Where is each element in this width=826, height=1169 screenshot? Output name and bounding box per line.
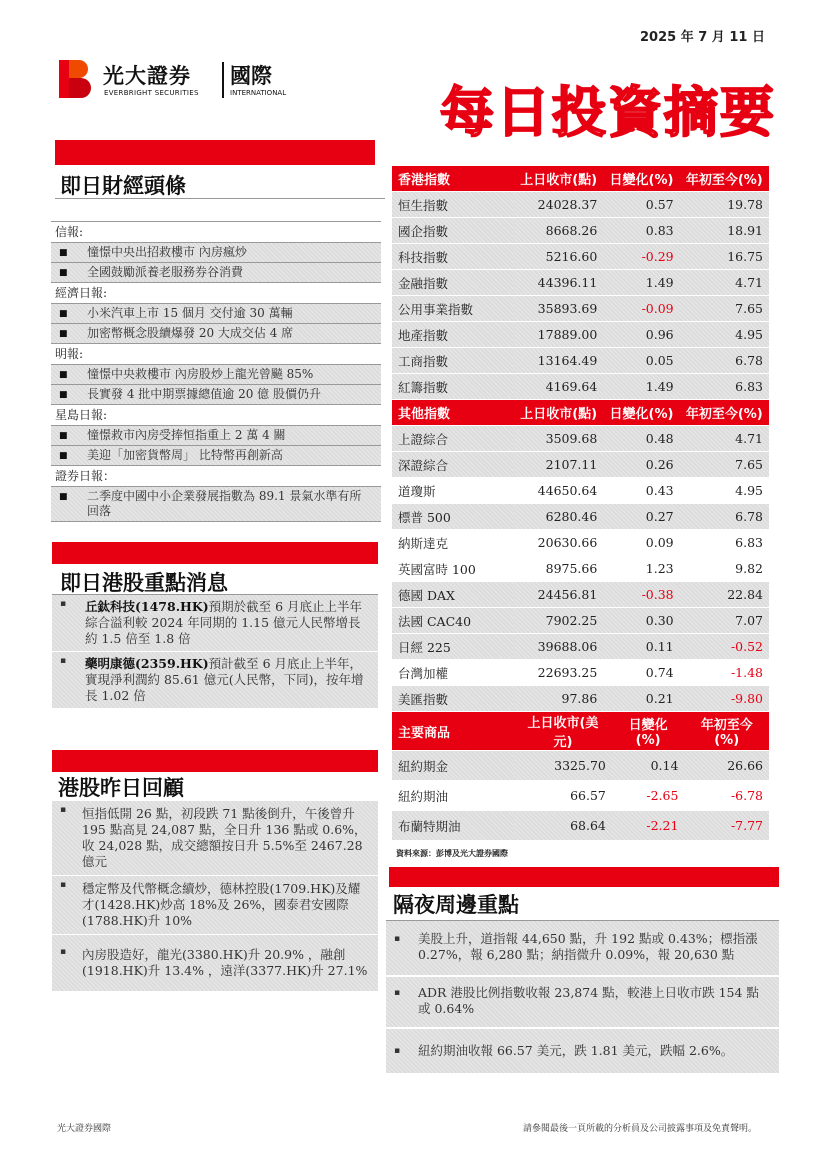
market-table-container (392, 166, 769, 841)
row-value: 22693.25 (514, 660, 603, 686)
table-row (392, 192, 769, 218)
headlines-underline (55, 198, 385, 199)
hk-index-table (392, 166, 769, 400)
row-value: 0.27 (603, 504, 679, 530)
row-value: 0.43 (603, 478, 679, 504)
source-label: 信報: (51, 222, 381, 243)
hk-news-title: 即日港股重點消息 (60, 571, 228, 595)
row-value: 26.66 (684, 751, 769, 781)
headlines-title: 即日財經頭條 (60, 174, 186, 198)
banner-title: 每日投資摘要 (440, 81, 776, 144)
row-value: -0.52 (680, 634, 769, 660)
logo-en2: INTERNATIONAL (230, 89, 287, 97)
row-label: 納斯達克 (392, 530, 514, 556)
row-label: 金融指數 (392, 270, 514, 296)
table-row (392, 452, 769, 478)
other-index-table (392, 400, 769, 712)
table-row (392, 218, 769, 244)
row-value: 1.23 (603, 556, 679, 582)
column-header: 日變化(%) (612, 712, 685, 751)
row-value: -2.21 (612, 811, 685, 841)
table-row (392, 781, 769, 811)
logo-cn2: 國際 (230, 64, 272, 88)
square-bullet-icon: ■ (59, 390, 68, 400)
row-value: 19.78 (680, 192, 769, 218)
source-label: 星島日報: (51, 405, 381, 426)
column-header: 年初至今(%) (680, 166, 769, 192)
row-value: 8975.66 (514, 556, 603, 582)
table-row (392, 751, 769, 781)
row-value: -7.77 (684, 811, 769, 841)
table-row (392, 556, 769, 582)
square-bullet-icon: ■ (59, 329, 68, 339)
data-source-note: 資料來源：彭博及光大證券國際 (396, 849, 508, 858)
column-header: 其他指數 (392, 400, 514, 426)
headline-item: ■ 美迎「加密貨幣周」 比特幣再創新高 (51, 446, 381, 466)
headline-item: ■ 憧憬救市內房受捧恒指重上 2 萬 4 關 (51, 426, 381, 446)
column-header: 年初至今(%) (680, 400, 769, 426)
overnight-item: ▪ 紐約期油收報 66.57 美元，跌 1.81 美元，跌幅 2.6%。 (386, 1029, 779, 1073)
row-label: 布蘭特期油 (392, 811, 514, 841)
table-row (392, 811, 769, 841)
row-label: 道瓊斯 (392, 478, 514, 504)
column-header: 日變化(%) (603, 400, 679, 426)
row-value: 18.91 (680, 218, 769, 244)
row-label: 公用事業指數 (392, 296, 514, 322)
overnight-red-bar (389, 867, 779, 887)
row-label: 標普 500 (392, 504, 514, 530)
row-label: 工商指數 (392, 348, 514, 374)
row-value: 4169.64 (514, 374, 603, 400)
row-value: -0.29 (603, 244, 679, 270)
row-value: -2.65 (612, 781, 685, 811)
row-value: 7.07 (680, 608, 769, 634)
row-value: -9.80 (680, 686, 769, 712)
row-label: 上證綜合 (392, 426, 514, 452)
report-date: 2025 年 7 月 11 日 (640, 30, 765, 45)
review-red-bar (52, 750, 378, 772)
logo-divider (222, 62, 224, 98)
hk-news-box (52, 594, 378, 708)
square-bullet-icon: ■ (59, 431, 68, 441)
row-value: 4.71 (680, 426, 769, 452)
square-bullet-icon: ■ (59, 248, 68, 258)
row-value: 3325.70 (514, 751, 612, 781)
row-value: 0.48 (603, 426, 679, 452)
row-label: 法國 CAC40 (392, 608, 514, 634)
row-label: 美匯指數 (392, 686, 514, 712)
row-value: 1.49 (603, 374, 679, 400)
row-value: -0.09 (603, 296, 679, 322)
table-row (392, 478, 769, 504)
review-item: ▪ 恒指低開 26 點，初段跌 71 點後倒升，午後曾升 195 點高見 24,087 點，全日升 136 點或 0.6%，收 24,028 點，成交總額按日升 5.5%至 2467.28 億元 (52, 801, 378, 876)
source-label: 經濟日報: (51, 283, 381, 304)
row-value: 0.11 (603, 634, 679, 660)
table-row (392, 348, 769, 374)
review-item: ▪ 穩定幣及代幣概念續炒，德林控股(1709.HK)及耀才(1428.HK)炒高 18%及 26%，國泰君安國際(1788.HK)升 10% (52, 876, 378, 935)
row-value: 0.26 (603, 452, 679, 478)
row-label: 德國 DAX (392, 582, 514, 608)
row-label: 紅籌指數 (392, 374, 514, 400)
table-row (392, 504, 769, 530)
footer-left: 光大證券國際 (57, 1124, 112, 1134)
square-bullet-icon: ■ (59, 268, 68, 278)
headline-item: ■ 全國鼓勵派養老服務券谷消費 (51, 263, 381, 283)
row-value: 6.78 (680, 504, 769, 530)
column-header: 上日收市(美元) (514, 712, 612, 751)
headline-item: ■ 長實發 4 批中期票據總值逾 20 億 股價仍升 (51, 385, 381, 405)
row-value: 6.83 (680, 530, 769, 556)
column-header: 上日收市(點) (514, 166, 603, 192)
table-row (392, 608, 769, 634)
headlines-red-bar (55, 140, 375, 165)
hk-news-item: ▪ 丘鈦科技(1478.HK)預期於截至 6 月底止上半年綜合溢利較 2024 年同期的 1.15 億元人民幣增長約 1.5 倍至 1.8 倍 (52, 595, 378, 652)
table-row (392, 686, 769, 712)
overnight-box (386, 920, 779, 1073)
hk-news-item: ▪ 藥明康德(2359.HK)預計截至 6 月底止上半年，實現淨利潤約 85.61 億元(人民幣，下同)，按年增長 1.02 倍 (52, 652, 378, 708)
column-header: 年初至今(%) (684, 712, 769, 751)
column-header: 香港指數 (392, 166, 514, 192)
row-value: 6.78 (680, 348, 769, 374)
row-value: 0.57 (603, 192, 679, 218)
bullet-icon: ▪ (60, 599, 67, 609)
row-value: 0.09 (603, 530, 679, 556)
table-row (392, 270, 769, 296)
row-value: 66.57 (514, 781, 612, 811)
headlines-box (51, 221, 381, 522)
table-row (392, 530, 769, 556)
review-box (52, 801, 378, 991)
row-value: 44396.11 (514, 270, 603, 296)
row-value: 6280.46 (514, 504, 603, 530)
row-value: 9.82 (680, 556, 769, 582)
bullet-icon: ▪ (60, 805, 67, 815)
row-value: -0.38 (603, 582, 679, 608)
bullet-icon: ▪ (60, 947, 67, 957)
row-value: 35893.69 (514, 296, 603, 322)
row-value: 68.64 (514, 811, 612, 841)
column-header: 上日收市(點) (514, 400, 603, 426)
row-value: 3509.68 (514, 426, 603, 452)
row-value: 13164.49 (514, 348, 603, 374)
square-bullet-icon: ■ (59, 370, 68, 380)
row-value: 0.83 (603, 218, 679, 244)
table-row (392, 374, 769, 400)
other-header-row (392, 400, 769, 426)
row-value: 22.84 (680, 582, 769, 608)
hk-news-red-bar (52, 542, 378, 564)
row-value: 0.21 (603, 686, 679, 712)
table-row (392, 582, 769, 608)
row-value: 8668.26 (514, 218, 603, 244)
table-row (392, 322, 769, 348)
bullet-icon: ▪ (60, 880, 67, 890)
row-label: 台灣加權 (392, 660, 514, 686)
row-label: 深證綜合 (392, 452, 514, 478)
row-value: 97.86 (514, 686, 603, 712)
row-value: 44650.64 (514, 478, 603, 504)
row-value: -1.48 (680, 660, 769, 686)
row-label: 英國富時 100 (392, 556, 514, 582)
headline-item: ■ 加密幣概念股續爆發 20 大成交佔 4 席 (51, 324, 381, 344)
row-value: 7.65 (680, 452, 769, 478)
row-value: -6.78 (684, 781, 769, 811)
overnight-item: ▪ 美股上升，道指報 44,650 點，升 192 點或 0.43%；標指漲 0.27%，報 6,280 點；納指微升 0.09%，報 20,630 點 (386, 921, 779, 977)
row-value: 39688.06 (514, 634, 603, 660)
table-row (392, 296, 769, 322)
row-value: 24456.81 (514, 582, 603, 608)
commodities-table (392, 712, 769, 841)
row-label: 國企指數 (392, 218, 514, 244)
overnight-item: ▪ ADR 港股比例指數收報 23,874 點，較港上日收市跌 154 點或 0.64% (386, 977, 779, 1029)
square-bullet-icon: ■ (59, 451, 68, 461)
row-value: 1.49 (603, 270, 679, 296)
table-row (392, 634, 769, 660)
row-value: 4.95 (680, 322, 769, 348)
row-value: 24028.37 (514, 192, 603, 218)
row-value: 0.30 (603, 608, 679, 634)
square-bullet-icon: ■ (59, 309, 68, 319)
row-value: 20630.66 (514, 530, 603, 556)
overnight-title: 隔夜周邊重點 (393, 893, 519, 917)
commodities-header-row (392, 712, 769, 751)
review-title: 港股昨日回顧 (58, 776, 184, 800)
row-value: 4.95 (680, 478, 769, 504)
row-value: 5216.60 (514, 244, 603, 270)
bullet-icon: ▪ (394, 988, 401, 998)
logo-cn: 光大證券 (103, 64, 191, 88)
headline-item: ■ 二季度中國中小企業發展指數為 89.1 景氣水準有所回落 (51, 487, 381, 522)
row-value: 4.71 (680, 270, 769, 296)
column-header: 主要商品 (392, 712, 514, 751)
logo-mark-icon (55, 58, 93, 100)
row-value: 16.75 (680, 244, 769, 270)
company-logo (55, 58, 305, 103)
row-label: 恒生指數 (392, 192, 514, 218)
row-value: 0.14 (612, 751, 685, 781)
table-row (392, 660, 769, 686)
row-value: 0.74 (603, 660, 679, 686)
hk-header-row (392, 166, 769, 192)
row-value: 0.96 (603, 322, 679, 348)
logo-en: EVERBRIGHT SECURITIES (104, 89, 199, 97)
row-value: 17889.00 (514, 322, 603, 348)
row-label: 紐約期金 (392, 751, 514, 781)
square-bullet-icon: ■ (59, 492, 68, 502)
row-value: 7.65 (680, 296, 769, 322)
headline-item: ■ 憧憬中央救樓市 內房股炒上龍光曾飈 85% (51, 365, 381, 385)
row-label: 紐約期油 (392, 781, 514, 811)
column-header: 日變化(%) (603, 166, 679, 192)
headline-item: ■ 小米汽車上市 15 個月 交付逾 30 萬輛 (51, 304, 381, 324)
table-row (392, 244, 769, 270)
row-label: 日經 225 (392, 634, 514, 660)
footer-right: 請參閱最後一頁所載的分析員及公司披露事項及免責聲明。 (523, 1124, 758, 1134)
bullet-icon: ▪ (394, 934, 401, 944)
source-label: 明報: (51, 344, 381, 365)
bullet-icon: ▪ (60, 656, 67, 666)
row-label: 科技指數 (392, 244, 514, 270)
bullet-icon: ▪ (394, 1046, 401, 1056)
row-value: 7902.25 (514, 608, 603, 634)
review-item: ▪ 內房股造好，龍光(3380.HK)升 20.9% ，融創(1918.HK)升 13.4% ，遠洋(3377.HK)升 27.1% (52, 935, 378, 991)
row-value: 6.83 (680, 374, 769, 400)
row-value: 0.05 (603, 348, 679, 374)
source-label: 證券日報： (51, 466, 381, 487)
row-value: 2107.11 (514, 452, 603, 478)
table-row (392, 426, 769, 452)
headline-item: ■ 憧憬中央出招救樓市 內房瘋炒 (51, 243, 381, 263)
row-label: 地產指數 (392, 322, 514, 348)
